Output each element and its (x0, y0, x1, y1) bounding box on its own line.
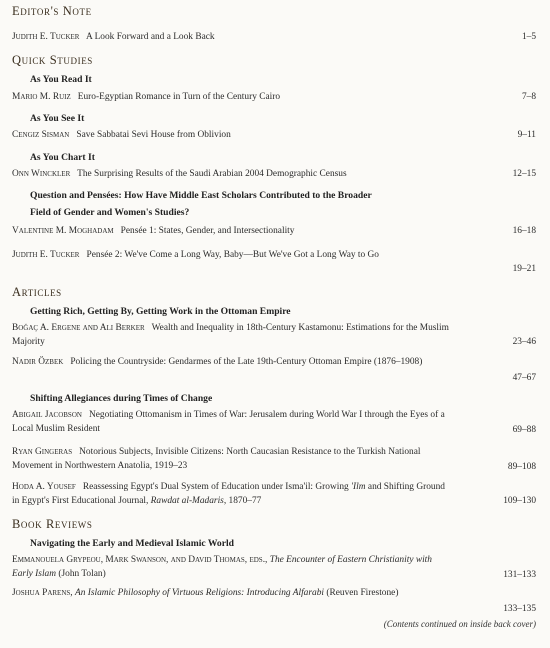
entry-pages: 12–15 (512, 169, 536, 179)
toc-entry[interactable] (12, 225, 450, 239)
entry-title: Policing the Countryside: Gendarmes of the Late 19th-Century Ottoman Empire (1876–1908) (70, 357, 423, 367)
entry-reviewer: (John Tolan) (58, 568, 106, 579)
toc-entry[interactable] (12, 587, 450, 601)
toc-entry[interactable] (12, 446, 450, 473)
entry-pages: 16–18 (512, 226, 536, 236)
entry-pages: 89–108 (507, 462, 536, 472)
toc-entry[interactable] (12, 356, 450, 370)
entry-pages: 47–67 (512, 373, 536, 383)
entry-title: The Surprising Results of the Saudi Arabian 2004 Demographic Census (77, 169, 347, 179)
toc-entry[interactable] (12, 91, 450, 105)
entry-title-term: 'Ilm (351, 482, 366, 492)
entry-author: Ryan Gingeras (12, 447, 73, 457)
entry-title: Pensée 2: We've Come a Long Way, Baby—But We've Got a Long Way to Go (86, 250, 379, 260)
entry-pages: 23–46 (512, 337, 536, 347)
entry-author: Onn Winckler (12, 169, 71, 179)
subsection-heading: As You Chart It (30, 152, 95, 163)
entry-book-title: An Islamic Philosophy of Virtuous Religions: Introducing Alfarabi (74, 588, 324, 598)
toc-entry[interactable] (12, 322, 450, 349)
entry-title-part: and Shifting Ground in Egypt's First Educational Journal, (12, 482, 445, 506)
entry-title: Save Sabbatai Sevi House from Oblivion (76, 130, 231, 140)
entry-author: Emmanouela Grypeou, Mark Swanson, and David Thomas, eds., (12, 555, 268, 565)
entry-author: Joshua Parens, (12, 588, 73, 598)
entry-reviewer: (Reuven Firestone) (326, 588, 399, 598)
section-heading-book-reviews: Book Reviews (12, 517, 93, 531)
entry-author: Judith E. Tucker (12, 32, 80, 42)
section-heading-editors-note: Editor's Note (12, 4, 92, 18)
toc-entry[interactable] (12, 31, 450, 45)
entry-author: Nadir Özbek (12, 357, 64, 367)
section-heading-quick-studies: Quick Studies (12, 53, 93, 67)
entry-pages: 133–135 (503, 604, 536, 614)
entry-title: A Look Forward and a Look Back (85, 32, 215, 42)
subsection-heading: Shifting Allegiances during Times of Change (30, 393, 213, 404)
entry-title-part: Reassessing Egypt's Dual System of Education under Isma'il: Growing (82, 482, 352, 492)
entry-author: Hoda A. Yousef (12, 482, 76, 492)
toc-entry[interactable] (12, 249, 432, 263)
subsection-heading: As You Read It (30, 74, 92, 85)
continued-note: (Contents continued on inside back cover) (383, 619, 536, 629)
entry-pages: 19–21 (512, 264, 536, 274)
entry-author: Valentine M. Moghadam (12, 226, 114, 236)
subsection-heading: As You See It (30, 113, 85, 124)
entry-pages: 7–8 (521, 92, 536, 102)
subsection-heading-line-1: Question and Pensées: How Have Middle East Scholars Contributed to the Broader (30, 190, 372, 201)
entry-book-title: The Encounter of Eastern Christianity with Early Islam (12, 555, 432, 579)
entry-author: Abigail Jacobson (12, 410, 82, 420)
entry-author: Boğaç A. Ergene and Ali Berker (12, 323, 145, 333)
entry-author: Mario M. Ruiz (12, 92, 71, 102)
entry-pages: 1–5 (521, 32, 536, 42)
entry-title: Pensée 1: States, Gender, and Intersectionality (120, 226, 295, 236)
entry-title: Notorious Subjects, Invisible Citizens: North Caucasian Resistance to the Turkish National Movement in Northwestern Anatolia, 1919–23 (12, 447, 421, 471)
entry-pages: 69–88 (512, 425, 536, 435)
toc-entry[interactable] (12, 409, 450, 436)
toc-entry[interactable] (12, 129, 450, 143)
entry-author: Cengiz Sisman (12, 130, 70, 140)
entry-author: Judith E. Tucker (12, 250, 80, 260)
entry-journal-title: Rawdat al-Madaris (150, 495, 224, 506)
toc-entry[interactable] (12, 168, 450, 182)
entry-pages: 109–130 (503, 496, 536, 506)
subsection-heading: Getting Rich, Getting By, Getting Work in the Ottoman Empire (30, 306, 291, 317)
entry-title: Wealth and Inequality in 18th-Century Kastamonu: Estimations for the Muslim Majority (12, 323, 449, 347)
entry-pages: 9–11 (517, 130, 536, 140)
entry-pages: 131–133 (503, 570, 536, 580)
entry-title: Negotiating Ottomanism in Times of War: Jerusalem during World War I through the Eyes of a Local Muslim Resident (12, 410, 445, 434)
toc-entry[interactable] (12, 481, 450, 508)
subsection-heading-line-2: Field of Gender and Women's Studies? (30, 207, 190, 218)
subsection-heading: Navigating the Early and Medieval Islamic World (30, 538, 234, 549)
toc-entry[interactable] (12, 554, 450, 581)
entry-title: Euro-Egyptian Romance in Turn of the Century Cairo (77, 92, 281, 102)
entry-title-part: , 1870–77 (223, 495, 262, 506)
section-heading-articles: Articles (12, 285, 62, 299)
